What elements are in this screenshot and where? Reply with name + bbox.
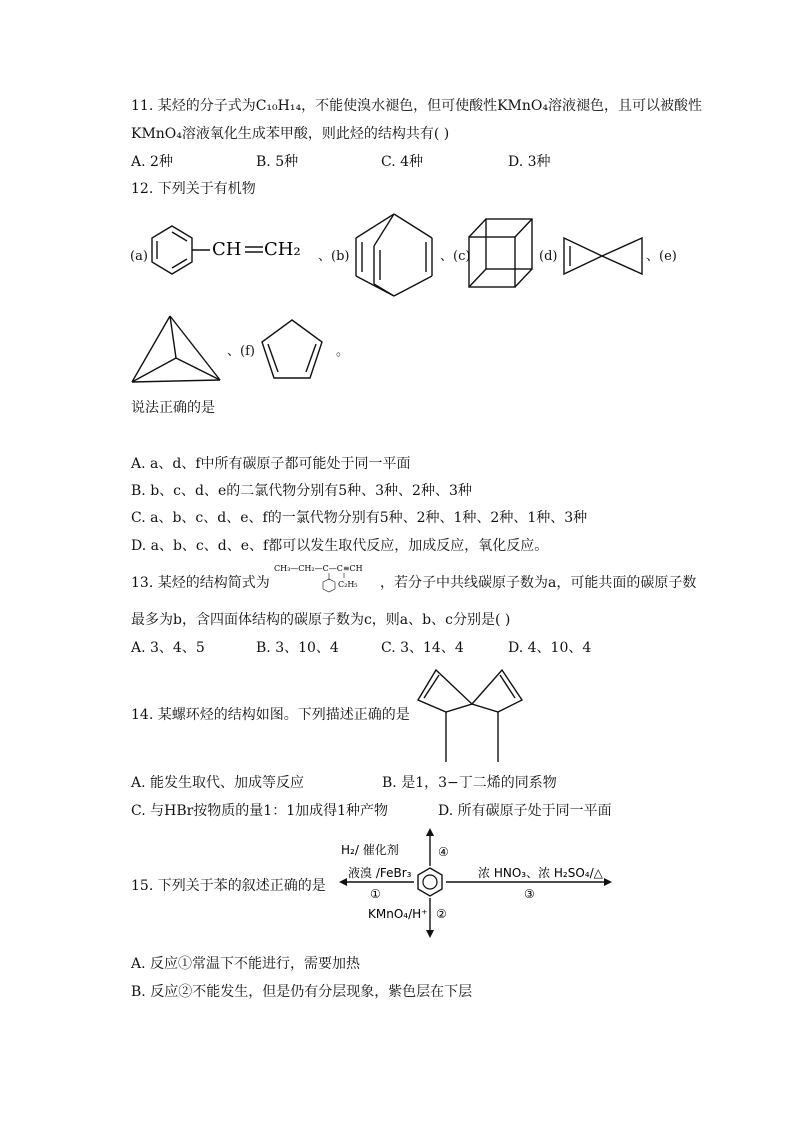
q14-option-c: C. 与HBr按物质的量1：1加成得1种产物 (131, 803, 389, 819)
q14-option-b: B. 是1，3−丁二烯的同系物 (382, 775, 557, 791)
q13-option-a: A. 3、4、5 (131, 640, 205, 656)
reaction2-number: ② (436, 907, 447, 921)
q14-stem: 14. 某螺环烃的结构如图。下列描述正确的是 (131, 707, 410, 723)
q13-option-b: B. 3、10、4 (256, 640, 339, 656)
q12-ask: 说法正确的是 (131, 400, 215, 416)
q14-option-d: D. 所有碳原子处于同一平面 (438, 803, 612, 819)
q12-label-f: 、(f) (227, 344, 255, 359)
q12-label-c: 、(c) (440, 249, 471, 264)
q12-label-e: 、(e) (646, 249, 677, 264)
benzene-ring (418, 868, 442, 896)
q11-option-d: D. 3种 (508, 154, 551, 170)
styrene-ch-text: CH (212, 239, 242, 260)
q11-option-a: A. 2种 (131, 154, 173, 170)
q13-stem-line2: 最多为b，含四面体结构的碳原子数为c，则a、b、c分别是( ) (131, 612, 511, 628)
q12-stem: 12. 下列关于有机物 (131, 181, 256, 197)
q12-option-b: B. b、c、d、e的二氯代物分别有5种、3种、2种、3种 (131, 483, 472, 499)
structure-d-spiro-diene (560, 236, 646, 278)
reaction3-reagent: 浓 HNO₃、浓 H₂SO₄/△ (478, 866, 603, 880)
q12-label-end: 。 (336, 344, 350, 359)
q15-stem: 15. 下列关于苯的叙述正确的是 (131, 878, 326, 894)
reaction3-number: ③ (524, 887, 535, 901)
q12-label-b: 、(b) (318, 249, 350, 264)
q13-formula-sub: C₂H₅ (338, 580, 358, 589)
q12-option-a: A. a、d、f中所有碳原子都可能处于同一平面 (131, 456, 411, 472)
reaction2-reagent: KMnO₄/H⁺ (368, 907, 428, 921)
q14-spiro-structure (412, 664, 528, 766)
q13-formula-main: CH₃—CH₂—C—C≡CH (274, 564, 363, 573)
q13-stem-rest: ，若分子中共线碳原子数为a，可能共面的碳原子数 (380, 575, 697, 591)
structure-a-styrene (146, 220, 316, 290)
q13-option-c: C. 3、14、4 (381, 640, 464, 656)
styrene-ch2-text: CH₂ (264, 239, 301, 260)
structure-c-cubane (466, 215, 536, 291)
q11-option-b: B. 5种 (256, 154, 299, 170)
q14-option-a: A. 能发生取代、加成等反应 (131, 775, 305, 791)
q11-stem-line2: KMnO₄溶液氧化生成苯甲酸，则此烃的结构共有( ) (131, 126, 450, 142)
reaction4-number: ④ (438, 845, 449, 859)
reaction1-reagent: 液溴 /FeBr₃ (348, 866, 412, 880)
reaction1-number: ① (370, 887, 381, 901)
q15-benzene-reaction-scheme (338, 826, 618, 942)
structure-b-barrelene (352, 212, 438, 298)
reaction4-reagent: H₂/ 催化剂 (341, 843, 399, 857)
q11-option-c: C. 4种 (381, 154, 424, 170)
q15-option-b: B. 反应②不能发生，但是仍有分层现象，紫色层在下层 (131, 984, 473, 1000)
q12-option-c: C. a、b、c、d、e、f的一氯代物分别有5种、2种、1种、2种、1种、3种 (131, 510, 588, 526)
q12-label-a: (a) (130, 249, 148, 264)
q13-structure-formula (274, 562, 378, 596)
q11-stem-line1: 11. 某烃的分子式为C₁₀H₁₄，不能使溴水褪色，但可使酸性KMnO₄溶液褪色，且可以被酸性 (131, 98, 702, 114)
structure-f-cyclopentadiene (256, 316, 328, 382)
q12-option-d: D. a、b、c、d、e、f都可以发生取代反应，加成反应，氧化反应。 (131, 538, 549, 554)
q15-option-a: A. 反应①常温下不能进行，需要加热 (131, 956, 361, 972)
q13-stem: 13. 某烃的结构简式为 (131, 575, 270, 591)
q13-option-d: D. 4、10、4 (508, 640, 592, 656)
structure-e-prismane (128, 312, 224, 386)
q12-label-d: (d) (539, 249, 558, 264)
